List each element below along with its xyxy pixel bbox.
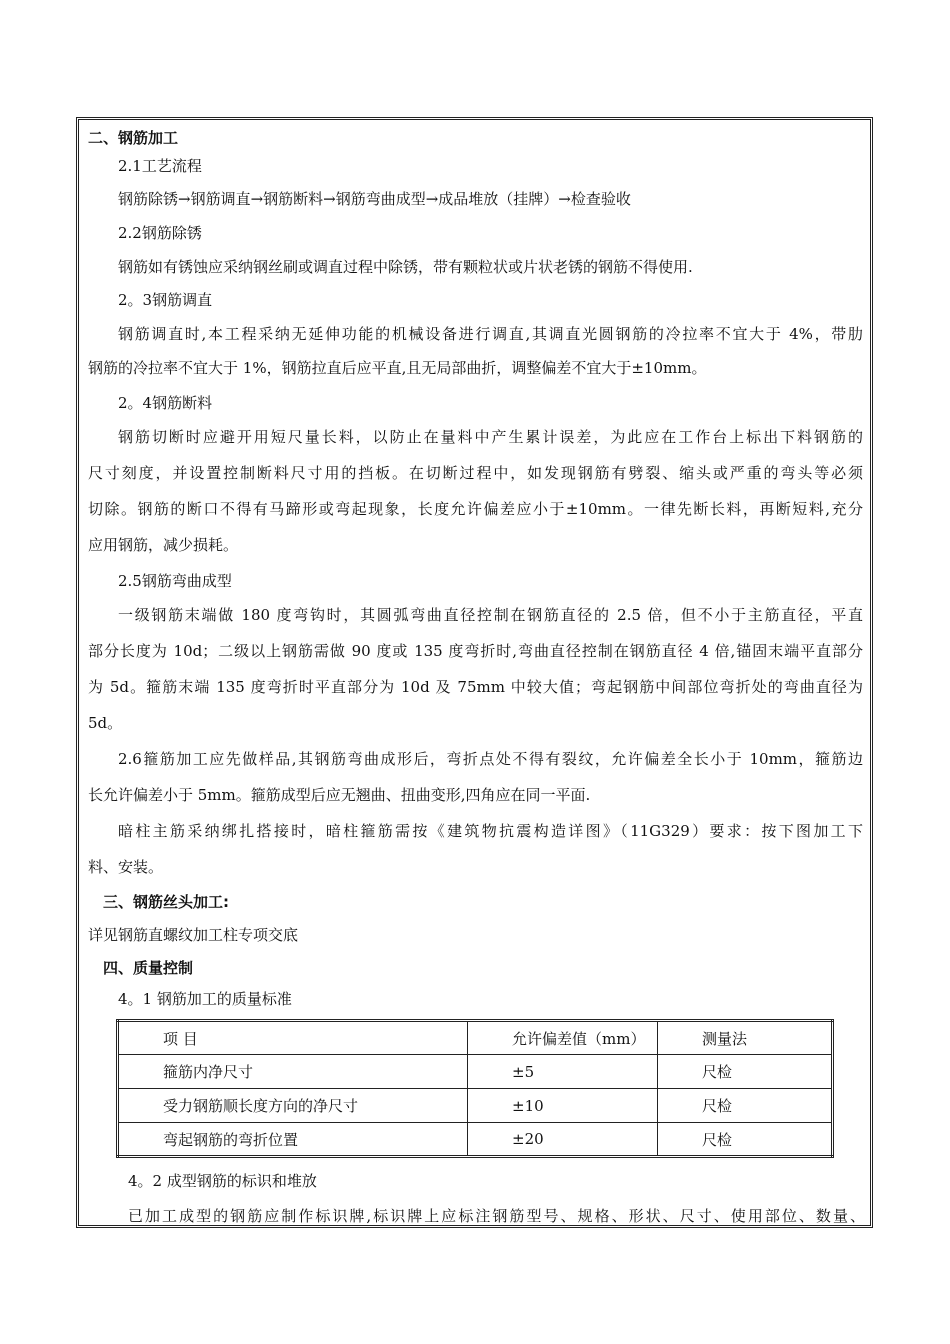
table-cell-item: 受力钢筋顺长度方向的净尺寸 xyxy=(118,1089,468,1123)
section4-heading: 四、质量控制 xyxy=(103,959,194,977)
section2-heading: 二、钢筋加工 xyxy=(88,129,179,147)
table-header-method: 测量法 xyxy=(658,1021,833,1055)
s24-title: 2。4钢筋断料 xyxy=(118,394,213,412)
table-row xyxy=(118,1123,833,1157)
s25-line1: 一级钢筋末端做 180 度弯钩时，其圆弧弯曲直径控制在钢筋直径的 2.5 倍，但不小于主筋直径，平直 xyxy=(118,606,863,624)
s21-title: 2.1工艺流程 xyxy=(118,157,202,175)
s24-line4: 应用钢筋，减少损耗。 xyxy=(88,536,239,554)
s23-line2: 钢筋的冷拉率不宜大于 1%，钢筋拉直后应平直,且无局部曲折，调整偏差不宜大于±10mm。 xyxy=(88,359,707,377)
s27-line2: 料、安装。 xyxy=(88,858,164,876)
table-cell-item: 弯起钢筋的弯折位置 xyxy=(118,1123,468,1157)
s23-line1: 钢筋调直时,本工程采纳无延伸功能的机械设备进行调直,其调直光圆钢筋的冷拉率不宜大于 4%，带肋 xyxy=(118,325,863,343)
table-cell-method: 尺检 xyxy=(658,1089,833,1123)
table-row xyxy=(118,1055,833,1089)
s27-line1: 暗柱主筋采纳绑扎搭接时，暗柱箍筋需按《建筑物抗震构造详图》（11G329）要求：按下图加工下 xyxy=(118,822,863,840)
s24-line2: 尺寸刻度，并设置控制断料尺寸用的挡板。在切断过程中，如发现钢筋有劈裂、缩头或严重的弯头等必须 xyxy=(88,464,863,482)
s41-title: 4。1 钢筋加工的质量标准 xyxy=(118,990,292,1008)
s23-title: 2。3钢筋调直 xyxy=(118,291,213,309)
table-cell-tolerance: ±10 xyxy=(468,1089,658,1123)
table-header-row xyxy=(118,1021,833,1055)
section3-heading: 三、钢筋丝头加工: xyxy=(103,893,229,911)
s25-line4: 5d。 xyxy=(88,714,123,732)
s26-line1: 2.6箍筋加工应先做样品,其钢筋弯曲成形后，弯折点处不得有裂纹，允许偏差全长小于 10mm，箍筋边 xyxy=(118,750,863,768)
table-cell-method: 尺检 xyxy=(658,1055,833,1089)
s22-body: 钢筋如有锈蚀应采纳钢丝刷或调直过程中除锈，带有颗粒状或片状老锈的钢筋不得使用. xyxy=(118,258,693,276)
s42-title: 4。2 成型钢筋的标识和堆放 xyxy=(128,1172,317,1190)
table-header-tolerance: 允许偏差值（mm） xyxy=(468,1021,658,1055)
s25-line2: 部分长度为 10d；二级以上钢筋需做 90 度或 135 度弯折时,弯曲直径控制在钢筋直径 4 倍,锚固末端平直部分 xyxy=(88,642,863,660)
table-cell-tolerance: ±5 xyxy=(468,1055,658,1089)
s24-line3: 切除。钢筋的断口不得有马蹄形或弯起现象，长度允许偏差应小于±10mm。一律先断长料，再断短料,充分 xyxy=(88,500,863,518)
quality-standard-table xyxy=(116,1019,834,1158)
s42-line1: 已加工成型的钢筋应制作标识牌,标识牌上应标注钢筋型号、规格、形状、尺寸、使用部位、数量、 xyxy=(128,1207,865,1225)
s21-body: 钢筋除锈→钢筋调直→钢筋断料→钢筋弯曲成型→成品堆放（挂牌）→检查验收 xyxy=(118,190,631,208)
s24-line1: 钢筋切断时应避开用短尺量长料，以防止在量料中产生累计误差，为此应在工作台上标出下料钢筋的 xyxy=(118,428,863,446)
section3-body: 详见钢筋直螺纹加工柱专项交底 xyxy=(88,926,299,944)
table-header-item: 项 目 xyxy=(118,1021,468,1055)
s25-title: 2.5钢筋弯曲成型 xyxy=(118,572,232,590)
table-cell-method: 尺检 xyxy=(658,1123,833,1157)
s26-line2: 长允许偏差小于 5mm。箍筋成型后应无翘曲、扭曲变形,四角应在同一平面. xyxy=(88,786,591,804)
table-row xyxy=(118,1089,833,1123)
s25-line3: 为 5d。箍筋末端 135 度弯折时平直部分为 10d 及 75mm 中较大值；弯起钢筋中间部位弯折处的弯曲直径为 xyxy=(88,678,863,696)
s22-title: 2.2钢筋除锈 xyxy=(118,224,202,242)
table-cell-item: 箍筋内净尺寸 xyxy=(118,1055,468,1089)
table-cell-tolerance: ±20 xyxy=(468,1123,658,1157)
